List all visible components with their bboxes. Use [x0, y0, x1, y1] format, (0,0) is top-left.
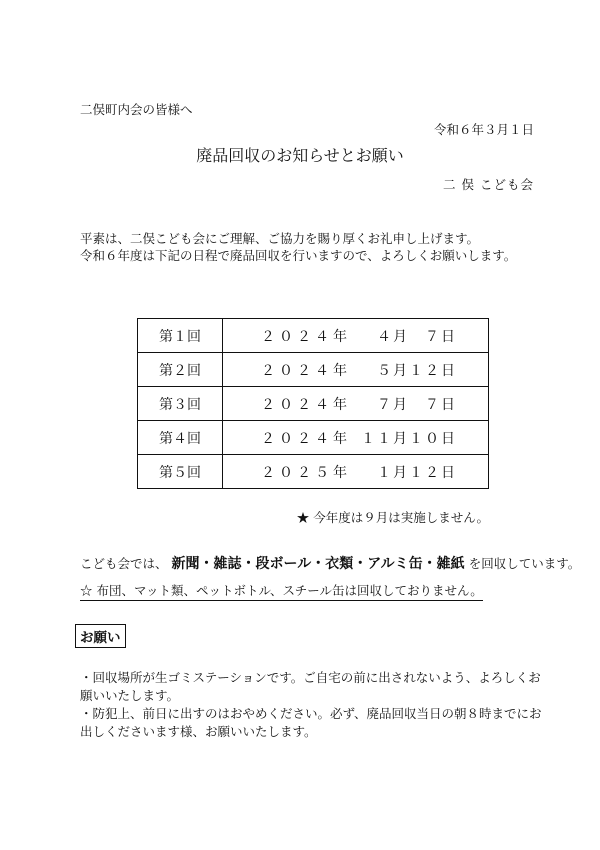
month-day-text: ７月 ７日 [377, 396, 457, 413]
intro-line: 平素は、二俣こども会にご理解、ご協力を賜り厚くお礼申し上げます。 [80, 231, 480, 246]
table-row [138, 387, 489, 421]
collected-items: 新聞・雑誌・段ボール・衣類・アルミ缶・雑紙 [171, 556, 465, 572]
request-item: ・防犯上、前日に出すのはおやめください。必ず、廃品回収当日の朝８時までにお出しくださいます様、お願いいたします。 [80, 706, 542, 739]
date-cell [223, 319, 489, 353]
year-text: ２０２４年 [261, 430, 351, 447]
collect-suffix: を回収しています。 [468, 556, 581, 571]
document-title: 廃品回収のお知らせとお願い [196, 146, 404, 165]
date-cell [223, 387, 489, 421]
document-date: 令和６年３月１日 [433, 122, 534, 137]
date-cell [223, 353, 489, 387]
round-cell: 第５回 [138, 455, 223, 489]
table-row [138, 421, 489, 455]
not-collected-note: ☆ 布団、マット類、ペットボトル、スチール缶は回収しておりません。 [80, 581, 483, 601]
collect-prefix: こども会では、 [80, 556, 168, 571]
schedule-note: ★ 今年度は９月は実施しません。 [296, 510, 489, 525]
round-cell: 第４回 [138, 421, 223, 455]
month-day-text: １月１２日 [377, 464, 457, 481]
month-day-text: ４月 ７日 [377, 328, 457, 345]
year-text: ２０２４年 [261, 328, 351, 345]
addressee: 二俣町内会の皆様へ [80, 102, 193, 117]
month-day-text: １１月１０日 [361, 430, 457, 447]
collected-items-line [80, 553, 580, 573]
year-text: ２０２５年 [261, 464, 351, 481]
round-cell: 第２回 [138, 353, 223, 387]
request-item: ・回収場所が生ゴミステーションです。ご自宅の前に出されないよう、よろしくお願いいたします。 [80, 670, 541, 703]
sender: 二 俣 こども会 [443, 177, 534, 192]
month-day-text: ５月１２日 [377, 362, 457, 379]
table-row [138, 455, 489, 489]
round-cell: 第３回 [138, 387, 223, 421]
year-text: ２０２４年 [261, 396, 351, 413]
date-cell [223, 421, 489, 455]
request-heading: お願い [75, 624, 126, 648]
table-row [138, 353, 489, 387]
year-text: ２０２４年 [261, 362, 351, 379]
intro-paragraph [80, 230, 516, 264]
round-cell: 第１回 [138, 319, 223, 353]
intro-line: 令和６年度は下記の日程で廃品回収を行いますので、よろしくお願いします。 [80, 248, 517, 263]
schedule-table [137, 318, 489, 489]
request-list [80, 669, 550, 741]
table-row [138, 319, 489, 353]
date-cell [223, 455, 489, 489]
